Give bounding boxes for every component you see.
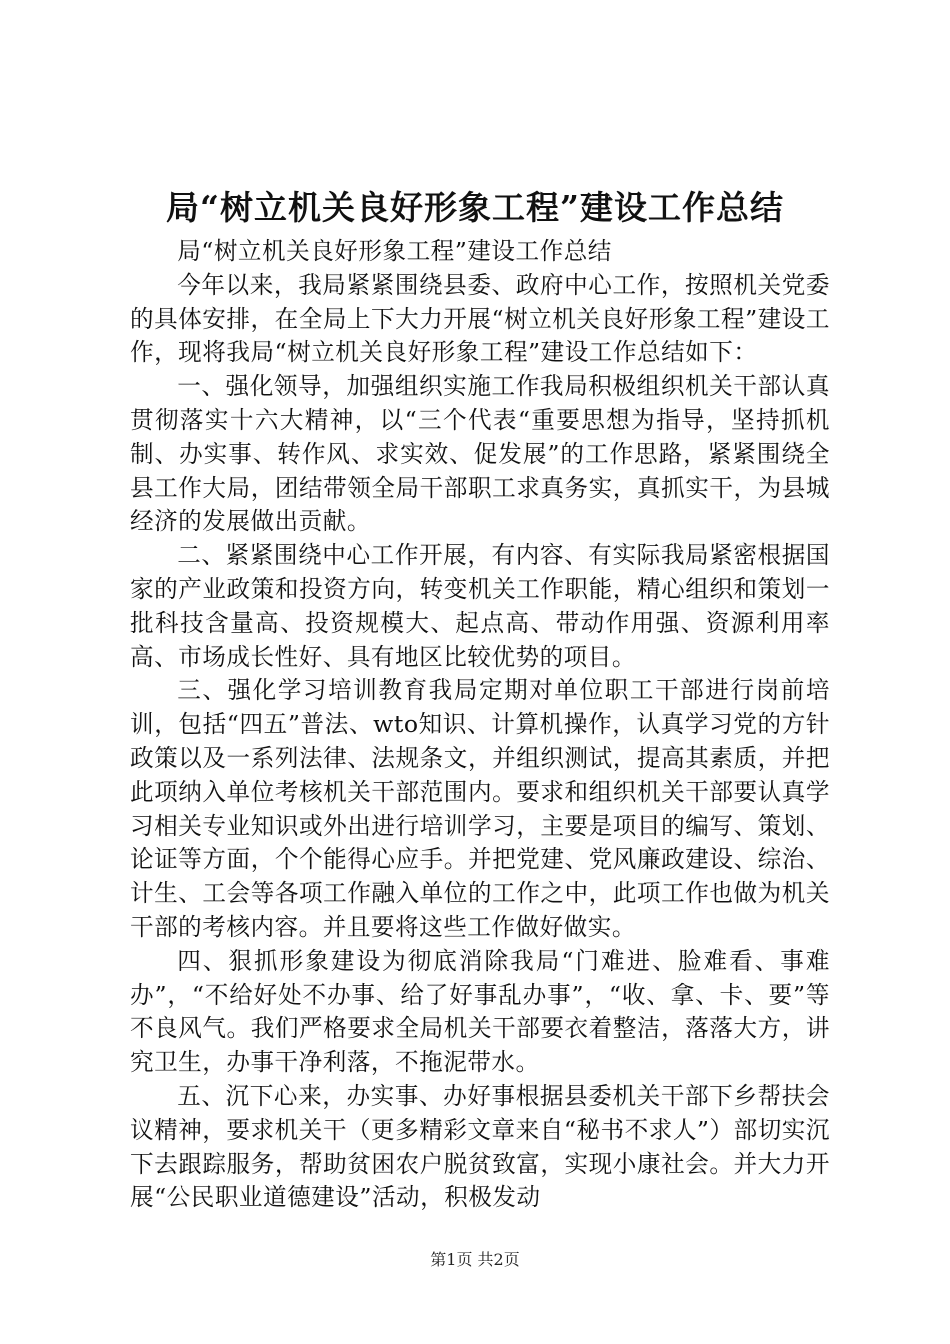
page-footer: 第1页 共2页 [430,1250,520,1269]
section-paragraph-4: 四、狠抓形象建设为彻底消除我局“门难进、脸难看、事难办”，“不给好处不办事、给了好事乱办事”，“收、拿、卡、要”等不良风气。我们严格要求全局机关干部要衣着整洁，落落大方，讲究卫生，办事干净利落，不拖泥带水。 [130,946,830,1077]
section-paragraph-3: 三、强化学习培训教育我局定期对单位职工干部进行岗前培训，包括“四五”普法、wto知识、计算机操作，认真学习党的方针政策以及一系列法律、法规条文，并组织测试，提高其素质，并把此项纳入单位考核机关干部范围内。要求和组织机关干部要认真学习相关专业知识或外出进行培训学习，主要是项目的编写、策划、论证等方面，个个能得心应手。并把党建、党风廉政建设、综治、计生、工会等各项工作融入单位的工作之中，此项工作也做为机关干部的考核内容。并且要将这些工作做好做实。 [130,676,830,941]
document-body [130,235,830,1215]
section-paragraph-5: 五、沉下心来，办实事、办好事根据县委机关干部下乡帮扶会议精神，要求机关干（更多精彩文章来自“秘书不求人”）部切实沉下去跟踪服务，帮助贫困农户脱贫致富，实现小康社会。并大力开展“公民职业道德建设”活动，积极发动 [130,1081,830,1212]
page-title: 局“树立机关良好形象工程”建设工作总结 [166,188,784,227]
subtitle-paragraph: 局“树立机关良好形象工程”建设工作总结 [177,237,612,265]
section-paragraph-1: 一、强化领导，加强组织实施工作我局积极组织机关干部认真贯彻落实十六大精神，以“三个代表“重要思想为指导，坚持抓机制、办实事、转作风、求实效、促发展”的工作思路，紧紧围绕全县工作大局，团结带领全局干部职工求真务实，真抓实干，为县城经济的发展做出贡献。 [130,372,830,536]
section-paragraph-2: 二、紧紧围绕中心工作开展，有内容、有实际我局紧密根据国家的产业政策和投资方向，转变机关工作职能，精心组织和策划一批科技含量高、投资规模大、起点高、带动作用强、资源利用率高、市场成长性好、具有地区比较优势的项目。 [130,541,830,671]
intro-paragraph: 今年以来，我局紧紧围绕县委、政府中心工作，按照机关党委的具体安排，在全局上下大力开展“树立机关良好形象工程”建设工作，现将我局“树立机关良好形象工程”建设工作总结如下： [130,270,830,367]
